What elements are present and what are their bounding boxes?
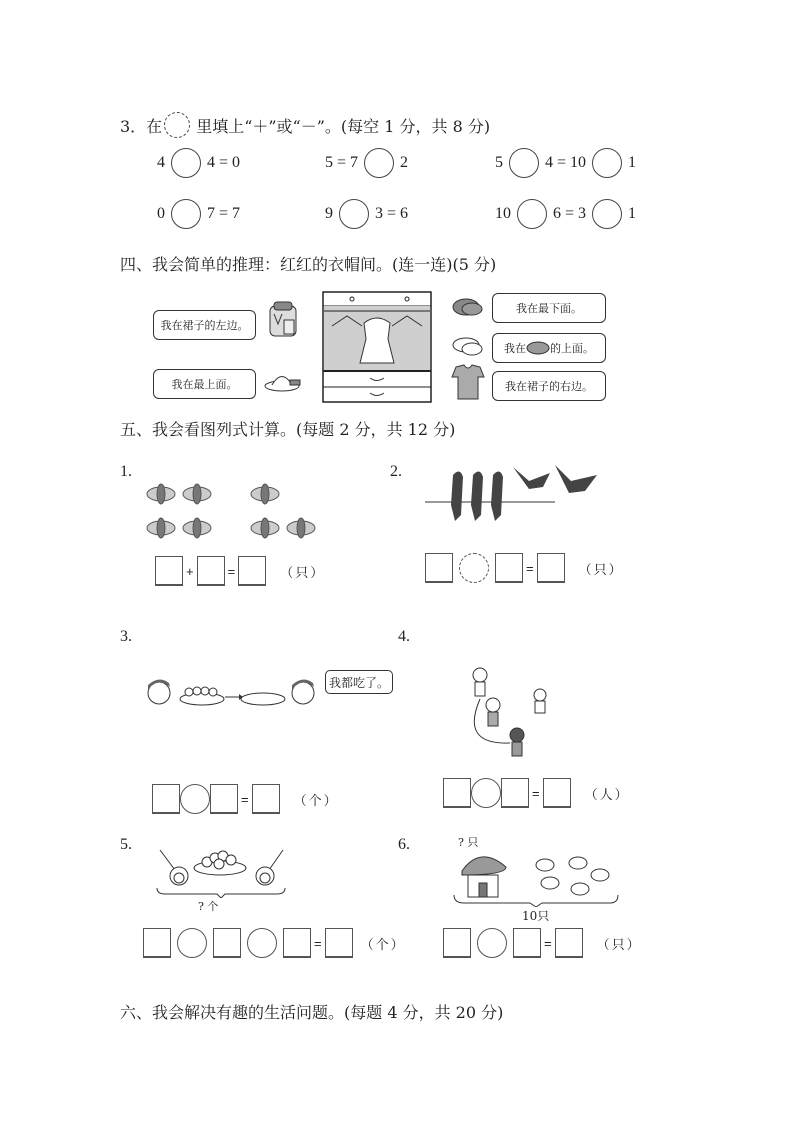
- answer-box[interactable]: [443, 778, 471, 808]
- answer-box[interactable]: [238, 556, 266, 586]
- bubble-left-of-skirt[interactable]: 我在裙子的左边。: [153, 310, 256, 340]
- answer-box[interactable]: [155, 556, 183, 586]
- answer-box[interactable]: [325, 928, 353, 958]
- speech-bubble: 我都吃了。: [325, 670, 393, 694]
- problem-1-number: 1.: [120, 463, 132, 480]
- problem-2-number: 2.: [390, 463, 402, 480]
- problem-6-equation: = （只）: [443, 928, 642, 958]
- spoons-bowl-picture: [155, 848, 290, 898]
- equation-1: 4 4 = 0: [157, 148, 240, 178]
- problem-5-number: 5.: [120, 836, 132, 853]
- answer-circle[interactable]: [171, 199, 201, 229]
- answer-circle[interactable]: [364, 148, 394, 178]
- answer-box[interactable]: [425, 553, 453, 583]
- problem-4-equation: = （人）: [443, 778, 630, 808]
- answer-box[interactable]: [152, 784, 180, 814]
- dashed-circle-icon: [164, 112, 190, 138]
- problem-3-equation: = （个）: [152, 784, 339, 814]
- light-shoes-icon[interactable]: [450, 333, 486, 359]
- answer-box[interactable]: [513, 928, 541, 958]
- wardrobe-icon[interactable]: [322, 291, 432, 403]
- answer-circle[interactable]: [171, 148, 201, 178]
- problem-1-equation: + = （只）: [155, 556, 325, 586]
- answer-box[interactable]: [143, 928, 171, 958]
- operator-circle[interactable]: [477, 928, 507, 958]
- dark-shoes-icon[interactable]: [450, 293, 486, 319]
- equation-6: 10 6 = 3 1: [495, 199, 636, 229]
- operator-circle[interactable]: [459, 553, 489, 583]
- operator-circle[interactable]: [180, 784, 210, 814]
- bubble-above-shoes[interactable]: 我在 的上面。: [492, 333, 606, 363]
- section4-heading: 四、我会简单的推理：红红的衣帽间。(连一连)(5 分): [120, 255, 497, 274]
- operator-circle[interactable]: [177, 928, 207, 958]
- mushroom-rabbits-picture: [450, 845, 622, 907]
- hat-icon[interactable]: [262, 366, 304, 396]
- problem-5-total-label: ? 个: [198, 900, 219, 913]
- section6-heading: 六、我会解决有趣的生活问题。(每题 4 分，共 20 分): [120, 1003, 504, 1022]
- answer-box[interactable]: [213, 928, 241, 958]
- answer-box[interactable]: [210, 784, 238, 814]
- operator-circle[interactable]: [247, 928, 277, 958]
- answer-circle[interactable]: [509, 148, 539, 178]
- backpack-icon[interactable]: [262, 300, 304, 340]
- swallows-picture: [425, 455, 605, 530]
- section3-heading: 3．在 里填上“＋”或“－”。(每空 1 分，共 8 分): [120, 112, 490, 138]
- boy-eating-picture: [145, 675, 320, 715]
- dark-shoes-icon: [526, 341, 550, 355]
- bees-picture: [143, 478, 323, 544]
- problem-5-equation: = （个）: [143, 928, 406, 958]
- answer-box[interactable]: [197, 556, 225, 586]
- section5-heading: 五、我会看图列式计算。(每题 2 分，共 12 分): [120, 420, 456, 439]
- answer-circle[interactable]: [592, 148, 622, 178]
- shirt-icon[interactable]: [450, 363, 486, 401]
- equation-4: 0 7 = 7: [157, 199, 240, 229]
- bubble-right-of-skirt[interactable]: 我在裙子的右边。: [492, 371, 606, 401]
- answer-box[interactable]: [537, 553, 565, 583]
- answer-box[interactable]: [283, 928, 311, 958]
- problem-6-unknown-label: ? 只: [458, 836, 479, 849]
- answer-circle[interactable]: [339, 199, 369, 229]
- answer-box[interactable]: [555, 928, 583, 958]
- answer-box[interactable]: [252, 784, 280, 814]
- equation-2: 5 = 7 2: [325, 148, 408, 178]
- answer-box[interactable]: [443, 928, 471, 958]
- problem-4-number: 4.: [398, 628, 410, 645]
- answer-box[interactable]: [495, 553, 523, 583]
- answer-box[interactable]: [501, 778, 529, 808]
- bubble-top[interactable]: 我在最上面。: [153, 369, 256, 399]
- problem-6-number: 6.: [398, 836, 410, 853]
- answer-box[interactable]: [543, 778, 571, 808]
- problem-6-total-label: 10只: [522, 909, 550, 923]
- problem-3-number: 3.: [120, 628, 132, 645]
- equation-3: 5 4 = 10 1: [495, 148, 636, 178]
- bubble-bottom[interactable]: 我在最下面。: [492, 293, 606, 323]
- answer-circle[interactable]: [517, 199, 547, 229]
- children-jump-rope-picture: [455, 665, 560, 765]
- problem-2-equation: = （只）: [425, 553, 624, 583]
- equation-5: 9 3 = 6: [325, 199, 408, 229]
- answer-circle[interactable]: [592, 199, 622, 229]
- operator-circle[interactable]: [471, 778, 501, 808]
